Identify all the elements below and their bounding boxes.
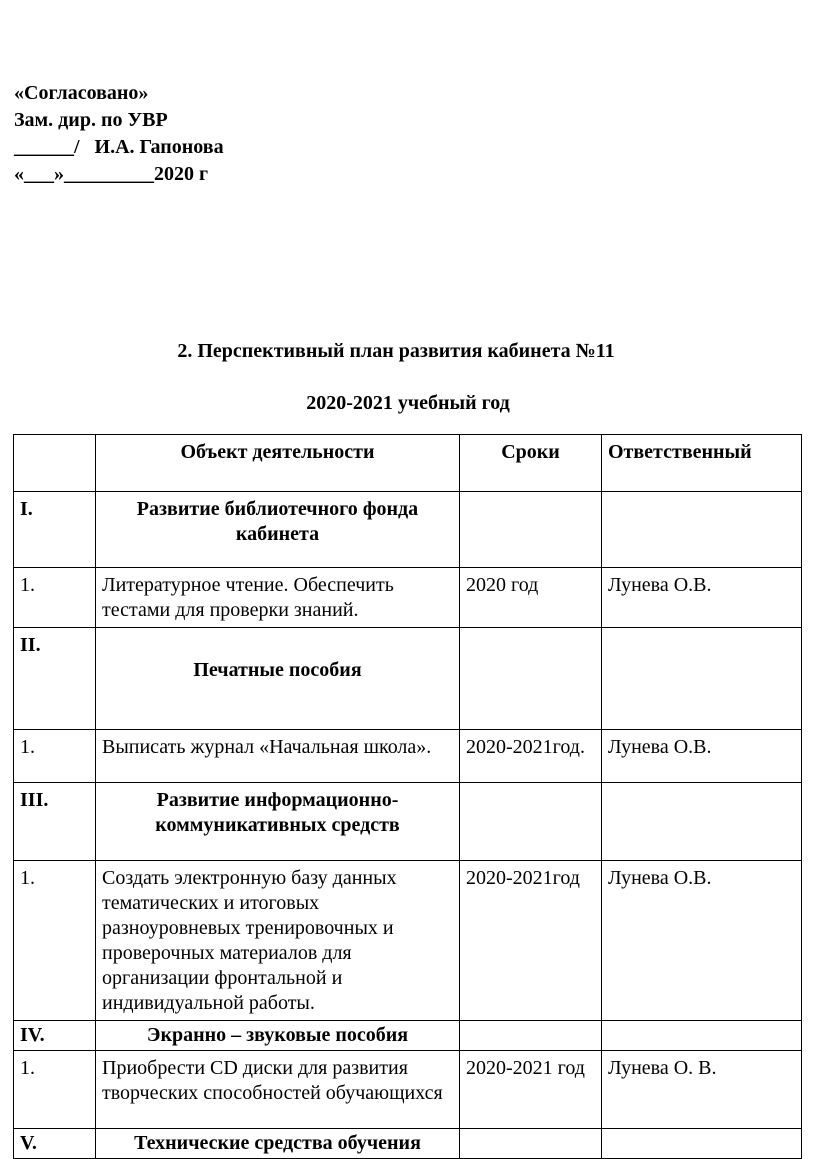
row-responsible: Лунева О. В. [602, 1051, 802, 1129]
table-row [14, 730, 802, 783]
plan-table [13, 434, 802, 1159]
row-object: Приобрести CD диски для развития творческих способностей обучающихся [96, 1051, 460, 1129]
approval-position: Зам. дир. по УВР [14, 109, 168, 131]
page-subtitle: 2020-2021 учебный год [306, 392, 510, 414]
header-responsible: Ответственный [602, 435, 802, 492]
row-term: 2020 год [460, 568, 602, 628]
table-row [14, 861, 802, 1021]
table-row-section [14, 1021, 802, 1051]
row-term [460, 1129, 602, 1159]
row-number: IV. [14, 1021, 96, 1051]
row-object: Литературное чтение. Обеспечить тестами для проверки знаний. [96, 568, 460, 628]
header-object: Объект деятельности [96, 435, 460, 492]
row-term: 2020-2021 год [460, 1051, 602, 1129]
row-responsible [602, 1129, 802, 1159]
row-term [460, 628, 602, 730]
row-object: Создать электронную базу данных тематических и итоговых разноуровневых тренировочных и проверочных материалов для организации фронтальной и индивидуальной работы. [96, 861, 460, 1021]
row-responsible [602, 1021, 802, 1051]
row-object: Развитие библиотечного фонда кабинета [96, 492, 460, 568]
row-number: 1. [14, 568, 96, 628]
table-row-section [14, 1129, 802, 1159]
header-number [14, 435, 96, 492]
row-responsible: Лунева О.В. [602, 861, 802, 1021]
row-number: III. [14, 783, 96, 861]
row-responsible: Лунева О.В. [602, 568, 802, 628]
row-number: V. [14, 1129, 96, 1159]
header-term: Сроки [460, 435, 602, 492]
row-number: 1. [14, 861, 96, 1021]
approval-signature: ______/ И.А. Гапонова [14, 136, 224, 158]
row-object: Экранно – звуковые пособия [96, 1021, 460, 1051]
row-object: Развитие информационно-коммуникативных средств [96, 783, 460, 861]
row-responsible [602, 783, 802, 861]
table-row-section [14, 492, 802, 568]
row-term [460, 1021, 602, 1051]
row-object: Выписать журнал «Начальная школа». [96, 730, 460, 783]
table-header-row [14, 435, 802, 492]
table-row-section [14, 783, 802, 861]
approval-date: «___»_________2020 г [14, 163, 209, 185]
table-row [14, 568, 802, 628]
row-responsible [602, 492, 802, 568]
table-row-section [14, 628, 802, 730]
approval-line: «Согласовано» [14, 82, 149, 104]
row-number: 1. [14, 730, 96, 783]
row-object: Печатные пособия [96, 628, 460, 730]
row-responsible: Лунева О.В. [602, 730, 802, 783]
row-number: I. [14, 492, 96, 568]
row-term: 2020-2021год. [460, 730, 602, 783]
row-object: Технические средства обучения [96, 1129, 460, 1159]
row-term [460, 783, 602, 861]
approval-block [14, 80, 224, 188]
row-term [460, 492, 602, 568]
page-title-text: 2. Перспективный план развития кабинета №11 [177, 340, 615, 362]
row-term: 2020-2021год [460, 861, 602, 1021]
row-responsible [602, 628, 802, 730]
row-number: 1. [14, 1051, 96, 1129]
page-title [0, 340, 816, 363]
row-number: II. [14, 628, 96, 730]
